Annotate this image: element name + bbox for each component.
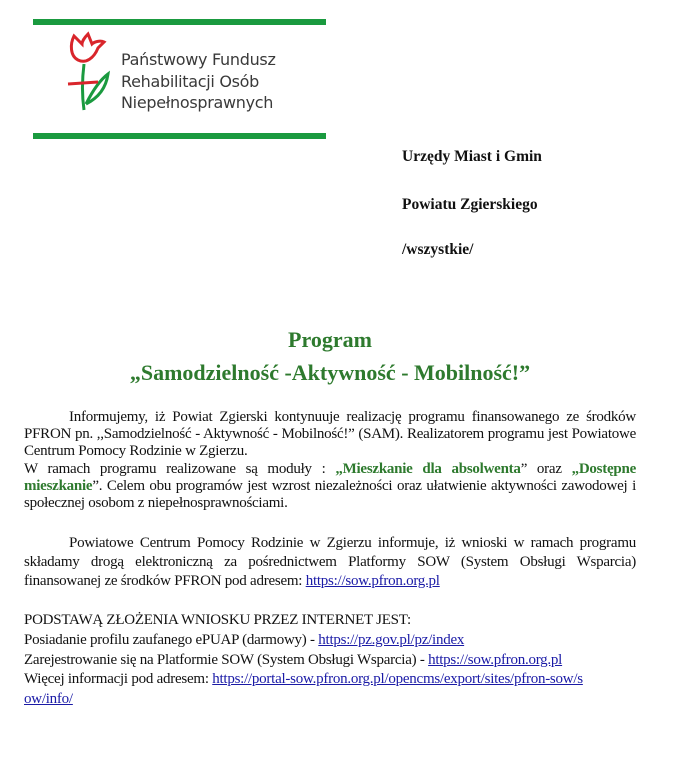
tulip-logo-icon bbox=[64, 30, 114, 112]
logo-line: Państwowy Fundusz bbox=[121, 50, 276, 69]
text: ”. Celem obu programów jest wzrost niezależności oraz ułatwienie aktywności zawodowej i społecznej osobom z niepełnosprawnościami. bbox=[24, 477, 636, 512]
epuap-link[interactable]: https://pz.gov.pl/pz/index bbox=[318, 631, 465, 648]
sow-link[interactable]: https://sow.pfron.org.pl bbox=[428, 651, 563, 668]
requirements-heading: PODSTAWĄ ZŁOŻENIA WNIOSKU PRZEZ INTERNET JEST: bbox=[24, 612, 411, 628]
intro-paragraph: Informujemy, iż Powiat Zgierski kontynuuje realizację programu finansowanego ze środków PFRON pn. ,,Samodzielność - Aktywność - Mobilność!” (SAM). Realizatorem programu jest Powiatowe Centrum Pomocy Rodzinie w Zgierzu. bbox=[24, 409, 636, 460]
sow-link[interactable]: https://sow.pfron.org.pl bbox=[305, 572, 440, 589]
text: ” oraz bbox=[520, 460, 572, 477]
text: W ramach programu realizowane są moduły : bbox=[24, 460, 336, 477]
text: Posiadanie profilu zaufanego ePUAP (darmowy) - bbox=[24, 631, 319, 648]
logo-bottom-bar bbox=[33, 133, 326, 139]
text: Powiatowe Centrum Pomocy Rodzinie w Zgierzu informuje, iż wnioski w ramach programu składamy drogą elektroniczną za pośrednictwem Platformy SOW (System Obsługi Wsparcia) finansowanej ze środków PFRON pod adresem: bbox=[24, 535, 636, 589]
requirement-item bbox=[24, 670, 589, 710]
logo-text bbox=[121, 49, 276, 114]
logo-line: Niepełnosprawnych bbox=[121, 93, 274, 112]
application-paragraph bbox=[24, 534, 636, 590]
module-name: „Dostępne mieszkanie bbox=[24, 460, 636, 494]
application-section bbox=[24, 534, 636, 590]
logo-line: Rehabilitacji Osób bbox=[121, 71, 260, 91]
modules-paragraph bbox=[24, 461, 636, 513]
recipient-line: Urzędy Miast i Gmin bbox=[402, 148, 542, 165]
intro-section bbox=[24, 409, 636, 512]
info-link[interactable]: https://portal-sow.pfron.org.pl/opencms/export/sites/pfron-sow/sow/info/ bbox=[24, 671, 583, 708]
logo-top-bar bbox=[33, 19, 326, 25]
requirement-item bbox=[24, 651, 644, 671]
program-name: „Samodzielność -Aktywność - Mobilność!” bbox=[129, 360, 531, 385]
recipient-line: Powiatu Zgierskiego bbox=[402, 196, 538, 213]
program-title: Program bbox=[288, 327, 372, 352]
text: Więcej informacji pod adresem: bbox=[24, 671, 213, 688]
recipient-line: /wszystkie/ bbox=[402, 241, 474, 258]
requirements-section bbox=[24, 611, 644, 710]
text: Zarejestrowanie się na Platformie SOW (System Obsługi Wsparcia) - bbox=[24, 651, 429, 668]
requirement-item bbox=[24, 631, 644, 651]
module-name: „Mieszkanie dla absolwenta bbox=[335, 460, 521, 477]
